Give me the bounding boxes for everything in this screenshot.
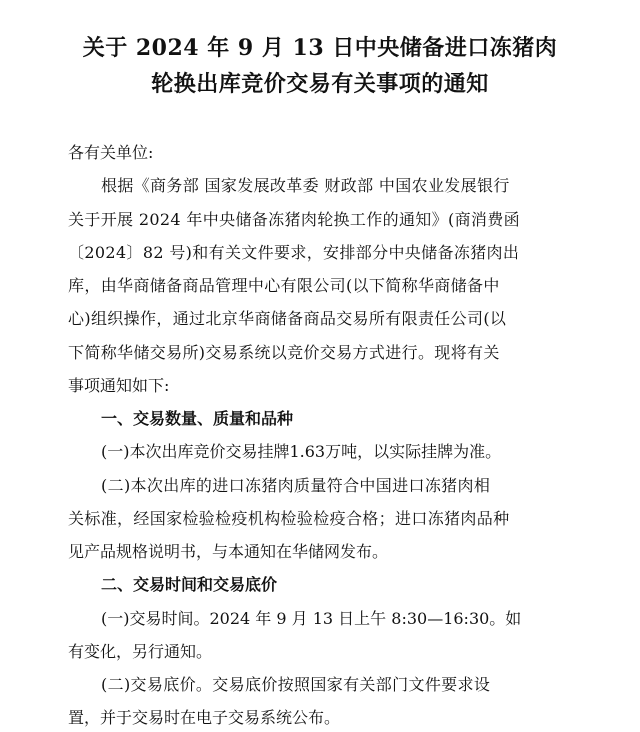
body-line: 根据《商务部 国家发展改革委 财政部 中国农业发展银行 <box>101 176 510 195</box>
body-line: 下简称华储交易所)交易系统以竞价交易方式进行。现将有关 <box>68 343 500 362</box>
document-title-line-1: 关于 2024 年 9 月 13 日中央储备进口冻猪肉 <box>82 35 558 61</box>
section-heading-1: 一、交易数量、质量和品种 <box>101 409 294 428</box>
body-line: 关标准，经国家检验检疫机构检验检疫合格；进口冻猪肉品种 <box>68 509 510 528</box>
body-line: 事项通知如下: <box>68 376 170 395</box>
body-line: (二)本次出库的进口冻猪肉质量符合中国进口冻猪肉相 <box>101 476 491 495</box>
section-heading-2: 二、交易时间和交易底价 <box>101 575 278 594</box>
body-line: 置，并于交易时在电子交易系统公布。 <box>68 708 341 727</box>
body-line: 库，由华商储备商品管理中心有限公司(以下简称华商储备中 <box>68 276 500 295</box>
body-line: 关于开展 2024 年中央储备冻猪肉轮换工作的通知》(商消费函 <box>68 210 520 229</box>
body-line: (二)交易底价。交易底价按照国家有关部门文件要求设 <box>101 675 491 694</box>
body-line: (一)交易时间。2024 年 9 月 13 日上午 8:30—16:30。如 <box>101 609 522 628</box>
body-line: (一)本次出库竞价交易挂牌1.63万吨，以实际挂牌为准。 <box>101 442 502 461</box>
body-line: 〔2024〕82 号)和有关文件要求，安排部分中央储备冻猪肉出 <box>68 243 520 262</box>
salutation: 各有关单位: <box>68 143 154 162</box>
body-line: 见产品规格说明书，与本通知在华储网发布。 <box>68 542 389 561</box>
document-title-line-2: 轮换出库竞价交易有关事项的通知 <box>151 71 489 97</box>
body-line: 心)组织操作，通过北京华商储备商品交易所有限责任公司(以 <box>68 309 507 328</box>
body-line: 有变化，另行通知。 <box>68 642 213 661</box>
